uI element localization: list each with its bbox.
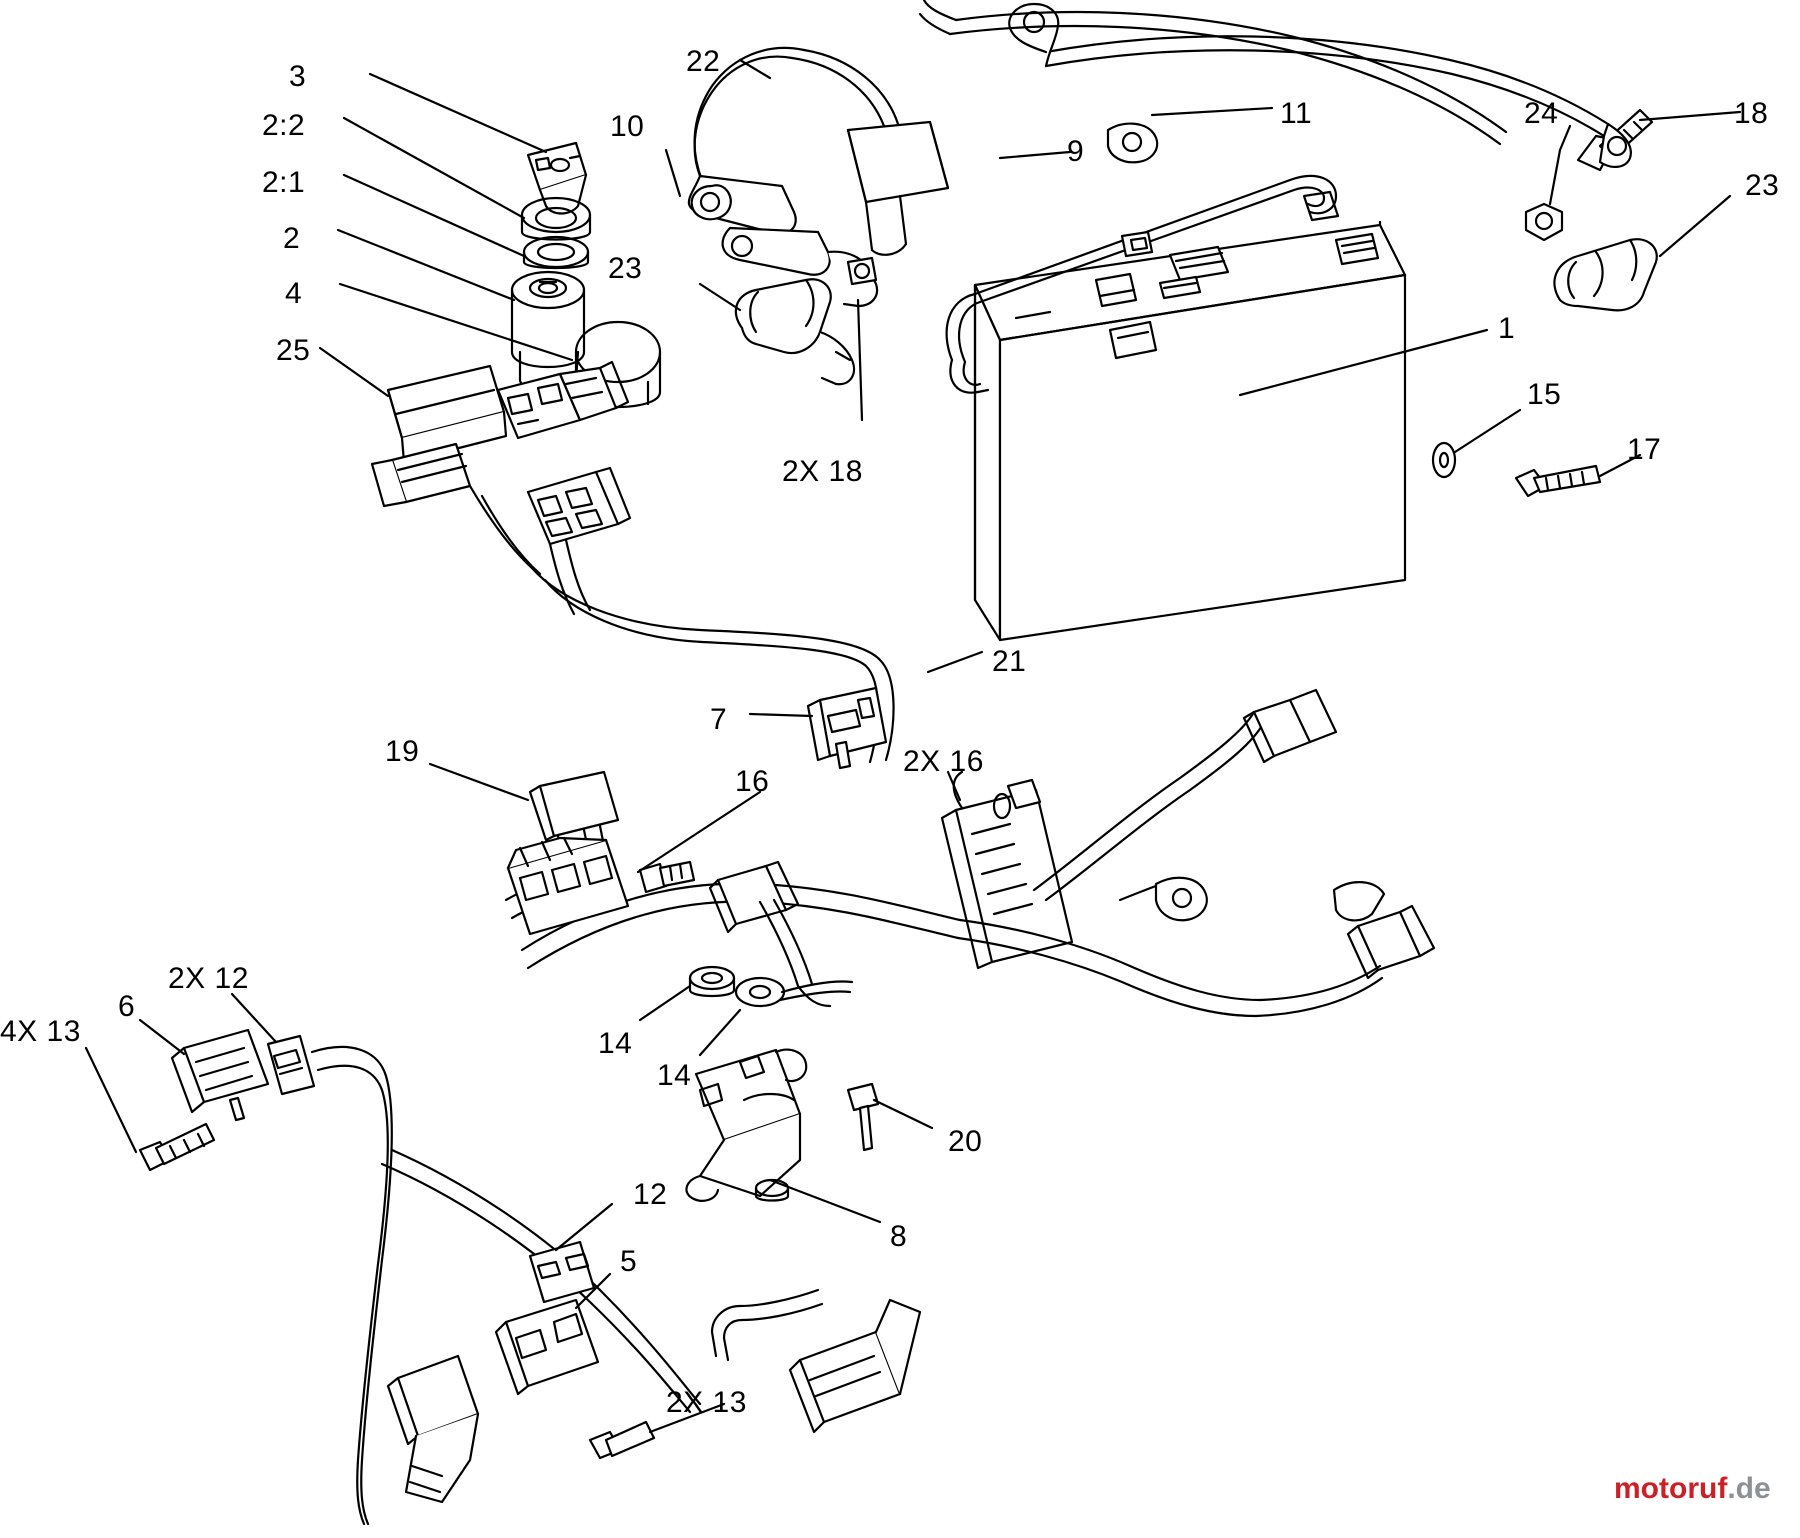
cable-part-9 [920,0,1506,162]
callout-2x18: 2X 18 [782,455,863,488]
callout-14-b: 14 [657,1059,692,1092]
leader-12 [556,1204,612,1250]
clip-2x12 [268,1036,314,1094]
callout-2x16: 2X 16 [903,745,984,778]
leader-15 [1455,410,1520,452]
leader-6 [140,1020,184,1054]
battery-part-1 [947,176,1405,640]
leader-4x13 [86,1048,136,1152]
callout-11: 11 [1280,97,1313,130]
leader-19 [430,764,528,800]
harness-left-loop [312,1047,700,1524]
lower-harness [506,712,1264,1016]
callout-2-2: 2:2 [262,109,306,142]
component-part-22 [695,48,948,255]
connector-far-right [1334,882,1384,920]
callout-5: 5 [620,1245,638,1278]
callout-12: 12 [633,1178,668,1211]
leader-10 [666,150,680,196]
callout-3: 3 [289,60,307,93]
callout-18-right: 18 [1734,97,1769,130]
callout-25: 25 [276,334,311,367]
callout-14-a: 14 [598,1027,633,1060]
ring-terminal-14b [736,978,852,1006]
clip-part-12 [530,1242,594,1302]
callout-4x13: 4X 13 [0,1015,81,1048]
bolt-4x13 [140,1124,214,1170]
callout-1: 1 [1498,312,1516,345]
ring-terminal-right [1156,878,1207,921]
bolt-part-20 [848,1084,878,1150]
callout-16: 16 [735,765,770,798]
leader-7 [750,714,812,716]
leader-18-right [1640,112,1740,120]
ring-terminal-part-10 [689,176,796,234]
leader-16 [638,792,760,872]
leader-21 [928,652,982,672]
leader-23-right [1660,196,1730,256]
connector-lower-left [388,1356,478,1502]
leader-24 [1550,126,1570,204]
solenoid-part-8 [686,1050,806,1201]
callout-10: 10 [610,110,645,143]
component-part-6 [172,1030,268,1120]
bolt-part-17 [1516,466,1600,496]
leader-8 [770,1180,880,1222]
washer-part-15 [1433,443,1455,477]
leader-22 [740,60,770,78]
callout-22: 22 [686,45,721,78]
callout-15: 15 [1527,378,1562,411]
terminal-boot-part-23-right [1554,239,1656,310]
nut-part-24 [1526,204,1562,240]
callout-2x12: 2X 12 [168,962,249,995]
harness-plug-left [372,444,470,506]
washer-part-2-1 [524,237,588,268]
connector-bottom-right [790,1300,920,1432]
fuse-block [528,468,630,544]
leader-9 [1000,152,1070,158]
connector-right-branch [1244,690,1336,762]
callout-23-left: 23 [608,252,643,285]
callout-2: 2 [283,222,301,255]
component-part-7 [808,688,886,768]
bolt-2x13 [590,1422,654,1458]
callout-24: 24 [1524,97,1559,130]
leader-20 [874,1100,932,1128]
callout-20: 20 [948,1125,983,1158]
callout-19: 19 [385,735,420,768]
leader-25 [320,348,388,396]
cable-part-11 [1009,4,1631,167]
leader-11 [1152,108,1272,115]
leader-14b [700,1010,740,1055]
callout-21: 21 [992,645,1027,678]
callout-17: 17 [1627,433,1662,466]
bolt-2x18 [848,258,876,284]
callout-4: 4 [285,277,303,310]
connector-block-a [498,362,628,438]
callout-9: 9 [1067,135,1085,168]
callout-7: 7 [710,703,728,736]
terminal-boot-part-23-left [736,279,854,384]
callout-2-1: 2:1 [262,166,306,199]
watermark-motoruf [1614,1472,1771,1506]
leader-2x18 [858,300,862,420]
leader-23-left [700,284,740,310]
watermark-suffix: .de [1727,1472,1771,1505]
leader-14a [640,986,690,1020]
ground-stud-14 [690,967,734,996]
leader-3 [370,74,546,152]
watermark-brand: motoruf [1614,1472,1728,1505]
callout-8: 8 [890,1220,908,1253]
callout-6: 6 [118,990,136,1023]
callout-23-right: 23 [1745,169,1780,202]
callout-2x13: 2X 13 [666,1386,747,1419]
leader-2-2 [344,118,524,218]
fuse-block-lower [508,838,628,934]
connector-part-5 [496,1300,598,1394]
